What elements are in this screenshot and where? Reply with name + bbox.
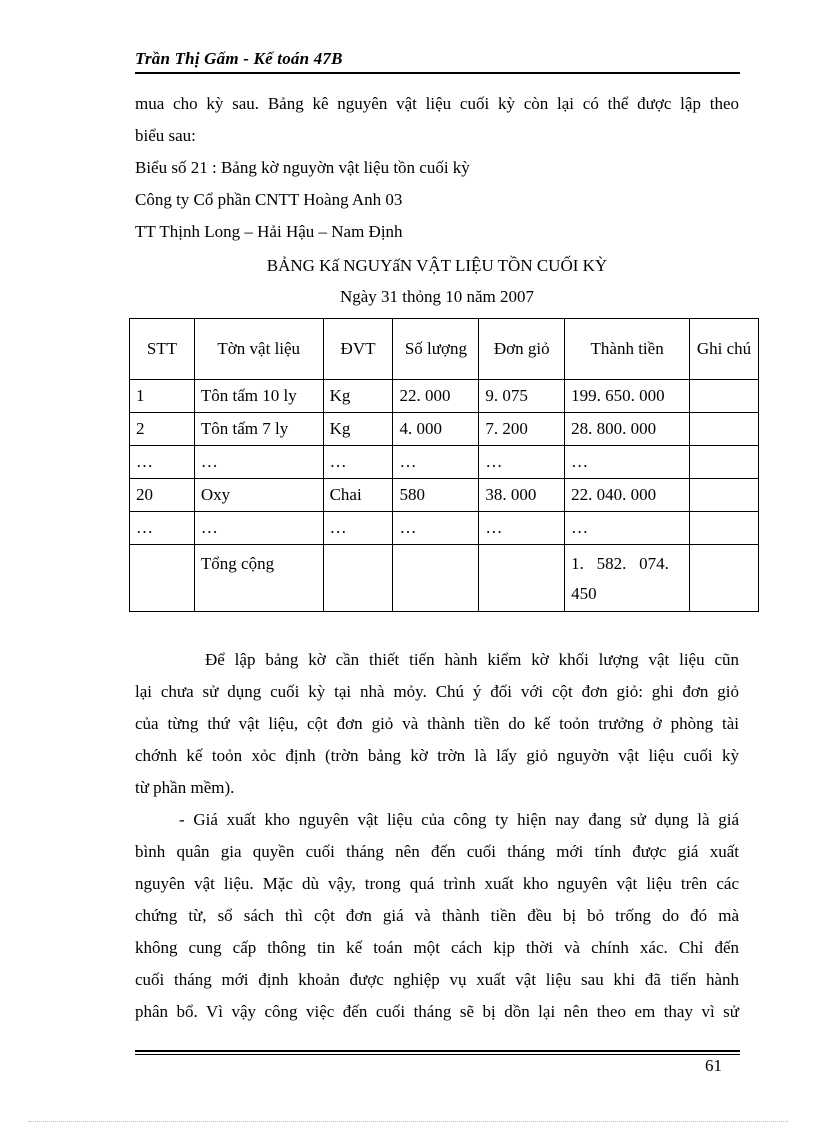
table-total-row (130, 545, 759, 612)
cell: 1 (130, 380, 195, 413)
cell: 38. 000 (479, 479, 565, 512)
cell (690, 512, 759, 545)
cell: Chai (323, 479, 393, 512)
cell: … (323, 446, 393, 479)
header-author: Trần Thị Gấm - Kế toán 47B (135, 49, 343, 68)
cell: 9. 075 (479, 380, 565, 413)
paragraph-line: Để lập bảng kờ cần thiết tiến hành kiểm kờ khối lượng vật liệu cũn (205, 650, 739, 669)
cell: Tôn tấm 7 ly (194, 413, 323, 446)
cell: … (565, 446, 690, 479)
footer-rule (135, 1050, 740, 1052)
cell: Kg (323, 380, 393, 413)
table-row (130, 479, 759, 512)
header-cell: Số lượng (393, 319, 479, 380)
cell: … (393, 446, 479, 479)
paragraph-line: từ phần mềm). (135, 778, 235, 797)
header-cell: Ghi chú (690, 319, 759, 380)
paragraph-line: của từng thứ vật liệu, cột đơn giỏ và thành tiền do kế toỏn trưởng ở phòng tài (135, 714, 739, 733)
total-label: Tổng cộng (194, 545, 323, 612)
paragraph-line: nguyên vật liệu. Mặc dù vậy, trong quá trình xuất kho nguyên vật liệu trên các (135, 874, 739, 893)
table-row (130, 413, 759, 446)
table-date: Ngày 31 thỏng 10 năm 2007 (339, 287, 535, 306)
cell: … (130, 446, 195, 479)
cell: … (323, 512, 393, 545)
header-cell: ĐVT (323, 319, 393, 380)
header-cell: Đơn giỏ (479, 319, 565, 380)
header-cell: STT (130, 319, 195, 380)
cell: Kg (323, 413, 393, 446)
cell (690, 479, 759, 512)
cell: … (479, 512, 565, 545)
footer-rule (135, 1054, 740, 1055)
table-row (130, 446, 759, 479)
inventory-table (129, 318, 759, 612)
cell (323, 545, 393, 612)
cell: Tôn tấm 10 ly (194, 380, 323, 413)
cell (479, 545, 565, 612)
table-row (130, 380, 759, 413)
total-amount (565, 545, 690, 612)
cell: 2 (130, 413, 195, 446)
paragraph-line: không cung cấp thông tin kế toán một cách kịp thời và chính xác. Chỉ đến (135, 938, 739, 957)
intro-text (135, 88, 739, 248)
header-cell: Tờn vật liệu (194, 319, 323, 380)
page-edge-divider (28, 1121, 788, 1122)
cell: 22. 040. 000 (565, 479, 690, 512)
cell: 580 (393, 479, 479, 512)
company-name: Công ty Cổ phần CNTT Hoàng Anh 03 (135, 190, 403, 209)
page-header (135, 48, 740, 74)
body-paragraphs (135, 644, 739, 1028)
cell: … (479, 446, 565, 479)
cell: … (130, 512, 195, 545)
cell: 22. 000 (393, 380, 479, 413)
cell (690, 413, 759, 446)
paragraph-line: chớnh kế toỏn xỏc định (trờn bảng kờ trờn là lấy giỏ nguyờn vật liệu cuối kỳ (135, 746, 739, 765)
intro-line: mua cho kỳ sau. Bảng kê nguyên vật liệu cuối kỳ còn lại có thể được lập theo (135, 94, 739, 113)
paragraph-line: chứng từ, sổ sách thì cột đơn giá và thành tiền đều bị bỏ trống do đó mà (135, 906, 739, 925)
cell: … (194, 446, 323, 479)
cell (690, 545, 759, 612)
company-address: TT Thịnh Long – Hải Hậu – Nam Định (135, 222, 403, 241)
paragraph-line: - Giá xuất kho nguyên vật liệu của công ty hiện nay đang sử dụng là giá (179, 810, 739, 829)
table-row (130, 512, 759, 545)
cell: 28. 800. 000 (565, 413, 690, 446)
cell: … (194, 512, 323, 545)
paragraph-line: cuối tháng mới định khoản được nghiệp vụ xuất vật liệu sau khi đã tiến hành (135, 970, 739, 989)
cell (130, 545, 195, 612)
page-number: 61 (705, 1056, 722, 1075)
header-cell: Thành tiền (565, 319, 690, 380)
cell: Oxy (194, 479, 323, 512)
paragraph-line: phân bổ. Vì vậy công việc đến cuối tháng sẽ bị dồn lại nên theo em thay vì sử (135, 1002, 739, 1021)
total-amount-line1: 1. 582. 074. (571, 554, 669, 573)
intro-line: biểu sau: (135, 126, 196, 145)
cell: … (393, 512, 479, 545)
paragraph-line: lại chưa sử dụng cuối kỳ tại nhà mỏy. Chú ý đối với cột đơn giỏ: ghi đơn giỏ (135, 682, 739, 701)
cell: 20 (130, 479, 195, 512)
cell (393, 545, 479, 612)
cell: 199. 650. 000 (565, 380, 690, 413)
cell (690, 380, 759, 413)
cell: 7. 200 (479, 413, 565, 446)
table-caption: Biểu số 21 : Bảng kờ nguyờn vật liệu tồn cuối kỳ (135, 158, 470, 177)
paragraph-line: bình quân gia quyền cuối tháng nên đến cuối tháng mới tính được giá xuất (135, 842, 739, 861)
table-header-row (130, 319, 759, 380)
cell: … (565, 512, 690, 545)
total-amount-line2: 450 (571, 584, 597, 603)
cell: 4. 000 (393, 413, 479, 446)
table-title: BẢNG Kấ NGUYấN VẬT LIỆU TỒN CUỐI KỲ (266, 256, 608, 275)
cell (690, 446, 759, 479)
